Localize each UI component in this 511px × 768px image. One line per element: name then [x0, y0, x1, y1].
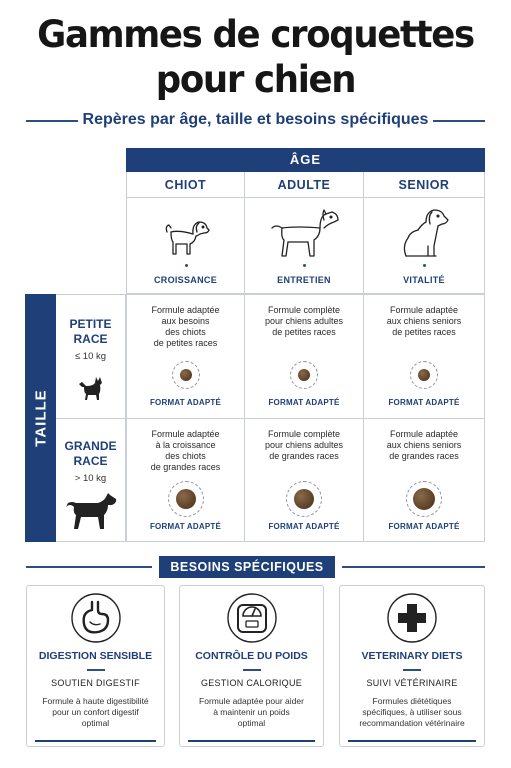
card-description	[348, 696, 476, 729]
cell-description	[251, 429, 357, 462]
kibble-large	[168, 481, 204, 517]
cell-description	[251, 305, 357, 338]
needs-rule-left	[26, 566, 152, 568]
card-title: VETERINARY DIETS	[361, 650, 463, 662]
subtitle: Repères par âge, taille et besoins spécifiques	[82, 111, 429, 128]
column-header-chiot: CHIOT	[126, 172, 245, 198]
benefit-croissance: CROISSANCE	[153, 275, 217, 285]
kibble-small	[172, 361, 200, 389]
format-label: FORMAT ADAPTÉ	[388, 398, 460, 407]
format-label: FORMAT ADAPTÉ	[268, 398, 340, 407]
format-label: FORMAT ADAPTÉ	[149, 398, 222, 407]
cell-desc-text: Formule adaptée aux chiens seniors de grandes races	[386, 429, 462, 461]
cell-desc-text: Formule adaptée à la croissance des chiots de grandes races	[150, 429, 221, 472]
cell-desc-text: Formule adaptée aux besoins des chiots de petites races	[151, 305, 220, 348]
card-bottom-bar	[348, 740, 476, 742]
cell-desc-text: Formule adaptée aux chiens seniors de petites races	[386, 305, 462, 337]
row-name-line1: PETITE	[69, 317, 112, 331]
row-name-line2: RACE	[73, 332, 108, 346]
subtitle-row	[0, 111, 511, 131]
title-line-1: Gammes de croquettes	[37, 13, 474, 56]
cell-description	[133, 305, 238, 349]
range-table	[25, 148, 485, 542]
card-divider	[243, 669, 261, 671]
small-dog-icon	[76, 375, 106, 401]
cell-description	[370, 305, 478, 338]
kibble-large	[406, 481, 442, 517]
card-bottom-bar	[188, 740, 315, 742]
card-subtitle: SUIVI VÉTÉRINAIRE	[366, 678, 458, 688]
kibble-piece	[180, 369, 192, 381]
title-line-2: pour chien	[155, 58, 356, 101]
cell-description	[133, 429, 238, 473]
size-band-label: TAILLE	[32, 389, 49, 447]
format-label: FORMAT ADAPTÉ	[388, 522, 460, 531]
benefit-vitalite: VITALITÉ	[403, 275, 445, 285]
kibble-large	[286, 481, 322, 517]
card-veterinary-diets	[339, 585, 485, 747]
kibble-piece	[176, 489, 196, 509]
large-dog-icon	[64, 491, 118, 531]
card-subtitle: GESTION CALORIQUE	[200, 678, 303, 688]
kibble-piece	[413, 488, 435, 510]
cell-desc-text: Formule complète pour chiens adultes de grandes races	[264, 429, 344, 461]
row-header-grande-race	[56, 419, 126, 542]
senior-dog-icon	[396, 206, 452, 260]
card-title: CONTRÔLE DU POIDS	[195, 650, 308, 662]
scale-icon	[226, 592, 278, 644]
cell-chiot-grande	[126, 419, 245, 542]
card-divider	[87, 669, 105, 671]
row-header-petite-race	[56, 294, 126, 419]
row-name-line2: RACE	[73, 454, 108, 468]
needs-rule-right	[342, 566, 485, 568]
adult-dog-icon	[268, 206, 340, 262]
cell-adulte-petite	[245, 294, 364, 419]
size-band	[25, 294, 56, 542]
card-desc-text: Formule adaptée pour aider à maintenir un poids optimal	[199, 696, 304, 728]
card-description	[35, 696, 156, 729]
format-label: FORMAT ADAPTÉ	[149, 522, 222, 531]
age-band: ÂGE	[126, 148, 485, 172]
needs-heading: BESOINS SPÉCIFIQUES	[159, 556, 335, 578]
needs-heading-row	[0, 556, 511, 578]
cell-chiot-petite	[126, 294, 245, 419]
card-digestion-sensible	[26, 585, 165, 747]
benefit-entretien: ENTRETIEN	[277, 275, 331, 285]
card-controle-poids	[179, 585, 324, 747]
kibble-piece	[298, 369, 310, 381]
subtitle-rule-right	[433, 120, 485, 122]
kibble-piece	[294, 489, 314, 509]
kibble-piece	[418, 369, 430, 381]
card-description	[188, 696, 315, 729]
column-chiot-illustration	[126, 198, 245, 294]
row-weight: ≤ 10 kg	[74, 351, 107, 362]
divider-dot	[185, 264, 188, 267]
kibble-small	[410, 361, 438, 389]
card-subtitle: SOUTIEN DIGESTIF	[51, 678, 140, 688]
column-header-adulte: ADULTE	[245, 172, 364, 198]
column-senior-illustration	[364, 198, 485, 294]
page-title	[10, 12, 501, 102]
cell-senior-grande	[364, 419, 485, 542]
card-desc-text: Formule à haute digestibilité pour un confort digestif optimal	[42, 696, 149, 728]
puppy-icon	[159, 214, 213, 260]
column-adulte-illustration	[245, 198, 364, 294]
cell-desc-text: Formule complète pour chiens adultes de petites races	[264, 305, 344, 337]
stomach-icon	[70, 592, 122, 644]
medical-cross-icon	[386, 592, 438, 644]
cell-description	[370, 429, 478, 462]
cell-adulte-grande	[245, 419, 364, 542]
row-name-line1: GRANDE	[64, 439, 117, 453]
format-label: FORMAT ADAPTÉ	[268, 522, 340, 531]
card-desc-text: Formules diététiques spécifiques, à utiliser sous recommandation vétérinaire	[359, 696, 465, 728]
card-title: DIGESTION SENSIBLE	[38, 650, 153, 662]
card-divider	[403, 669, 421, 671]
cell-senior-petite	[364, 294, 485, 419]
divider-dot	[423, 264, 426, 267]
kibble-small	[290, 361, 318, 389]
column-header-senior: SENIOR	[364, 172, 485, 198]
row-weight: > 10 kg	[74, 473, 107, 484]
divider-dot	[303, 264, 306, 267]
card-bottom-bar	[35, 740, 156, 742]
